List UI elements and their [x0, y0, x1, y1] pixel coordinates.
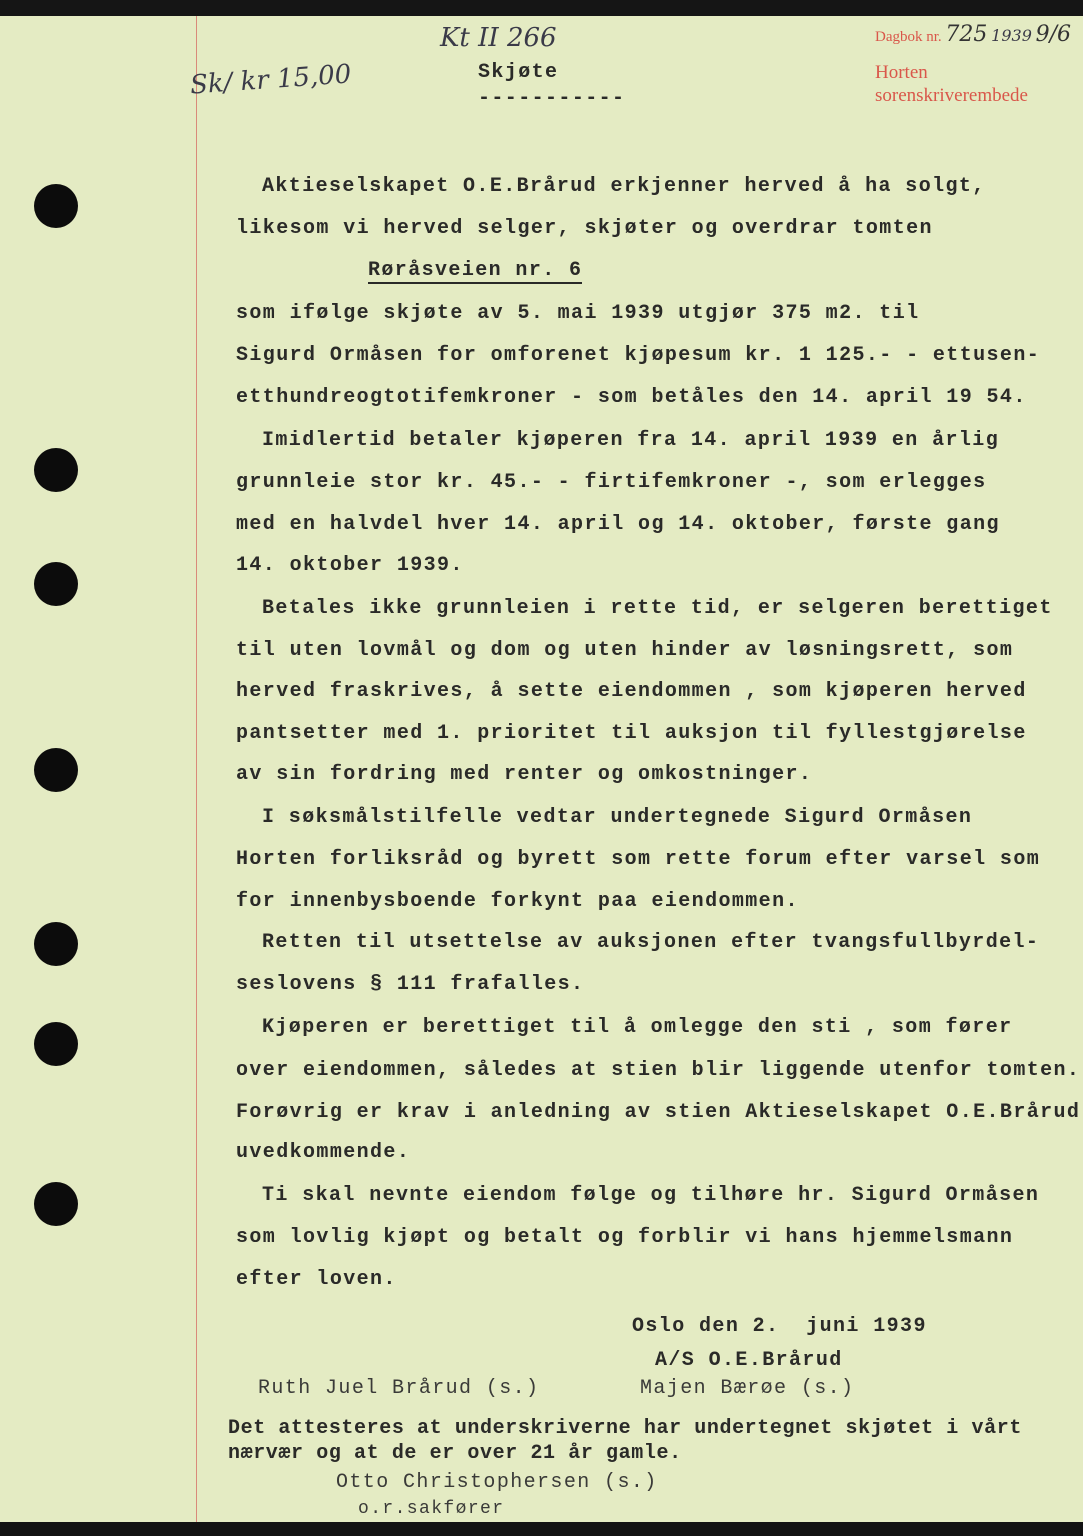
- body-line: Ti skal nevnte eiendom følge og tilhøre hr. Sigurd Ormåsen: [262, 1184, 1040, 1207]
- body-line: seslovens § 111 frafalles.: [236, 973, 585, 996]
- body-line: pantsetter med 1. prioritet til auksjon til fyllestgjørelse: [236, 722, 1027, 745]
- margin-line: [196, 16, 197, 1522]
- scan-border-bottom: [0, 1522, 1083, 1536]
- body-line: Sigurd Ormåsen for omforenet kjøpesum kr. 1 125.- - ettusen-: [236, 344, 1041, 367]
- punch-hole: [34, 922, 78, 966]
- dagbok-year: 1939: [991, 26, 1032, 45]
- body-line: Imidlertid betaler kjøperen fra 14. april 1939 en årlig: [262, 429, 1000, 452]
- witness-title: o.r.sakfører: [358, 1499, 505, 1519]
- body-line: som ifølge skjøte av 5. mai 1939 utgjør 375 m2. til: [236, 302, 920, 325]
- body-line: for innenbysboende forkynt paa eiendommen.: [236, 890, 799, 913]
- scan-border-top: [0, 0, 1083, 16]
- body-line: efter loven.: [236, 1268, 397, 1291]
- title-underline: -----------: [478, 87, 626, 110]
- dagbok-number: 725: [945, 22, 988, 47]
- body-line: Retten til utsettelse av auksjonen efter tvangsfullbyrdel-: [262, 931, 1040, 954]
- property-name: Røråsveien nr. 6: [368, 259, 583, 282]
- handwritten-reference: Kt II 266: [440, 23, 557, 53]
- place-date: Oslo den 2. juni 1939: [632, 1315, 927, 1338]
- body-line: uvedkommende.: [236, 1141, 411, 1164]
- body-line: I søksmålstilfelle vedtar undertegnede Sigurd Ormåsen: [262, 806, 973, 829]
- body-line: med en halvdel hver 14. april og 14. oktober, første gang: [236, 513, 1000, 536]
- dagbok-date: 9/6: [1035, 22, 1072, 47]
- punch-hole: [34, 562, 78, 606]
- body-line: til uten lovmål og dom og uten hinder av løsningsrett, som: [236, 639, 1014, 662]
- body-line: 14. oktober 1939.: [236, 554, 464, 577]
- attestation-line: nærvær og at de er over 21 år gamle.: [228, 1442, 682, 1465]
- body-line: som lovlig kjøpt og betalt og forblir vi hans hjemmelsmann: [236, 1226, 1014, 1249]
- body-line: herved fraskrives, å sette eiendommen , som kjøperen herved: [236, 680, 1027, 703]
- body-line: Kjøperen er berettiget til å omlegge den sti , som fører: [262, 1016, 1013, 1039]
- document-title: Skjøte: [478, 61, 559, 84]
- handwritten-margin-note: Sk/ kr 15,00: [189, 59, 353, 101]
- punch-hole: [34, 184, 78, 228]
- punch-hole: [34, 1182, 78, 1226]
- body-line: Horten forliksråd og byrett som rette forum efter varsel som: [236, 848, 1041, 871]
- signer-left: Ruth Juel Brårud (s.): [258, 1377, 540, 1400]
- witness-name: Otto Christophersen (s.): [336, 1471, 658, 1494]
- body-line: likesom vi herved selger, skjøter og overdrar tomten: [236, 217, 933, 240]
- dagbok-label: Dagbok nr.: [875, 29, 942, 45]
- body-line: Betales ikke grunnleien i rette tid, er selgeren berettiget: [262, 597, 1053, 620]
- body-line: Forøvrig er krav i anledning av stien Aktieselskapet O.E.Brårud: [236, 1101, 1081, 1124]
- company-name: A/S O.E.Brårud: [655, 1349, 843, 1372]
- body-line: grunnleie stor kr. 45.- - firtifemkroner -, som erlegges: [236, 471, 987, 494]
- punch-hole: [34, 748, 78, 792]
- body-line: Aktieselskapet O.E.Brårud erkjenner herved å ha solgt,: [262, 175, 986, 198]
- dagbok-stamp: [875, 22, 1071, 47]
- punch-hole: [34, 1022, 78, 1066]
- body-line: etthundreogtotifemkroner - som betåles den 14. april 19 54.: [236, 386, 1027, 409]
- punch-hole: [34, 448, 78, 492]
- body-line: over eiendommen, således at stien blir liggende utenfor tomten.: [236, 1059, 1081, 1082]
- signer-right: Majen Bærøe (s.): [640, 1377, 855, 1400]
- body-line: av sin fordring med renter og omkostninger.: [236, 763, 813, 786]
- attestation-line: Det attesteres at underskriverne har undertegnet skjøtet i vårt: [228, 1417, 1022, 1440]
- office-stamp: Horten sorenskriverembede: [875, 62, 1028, 106]
